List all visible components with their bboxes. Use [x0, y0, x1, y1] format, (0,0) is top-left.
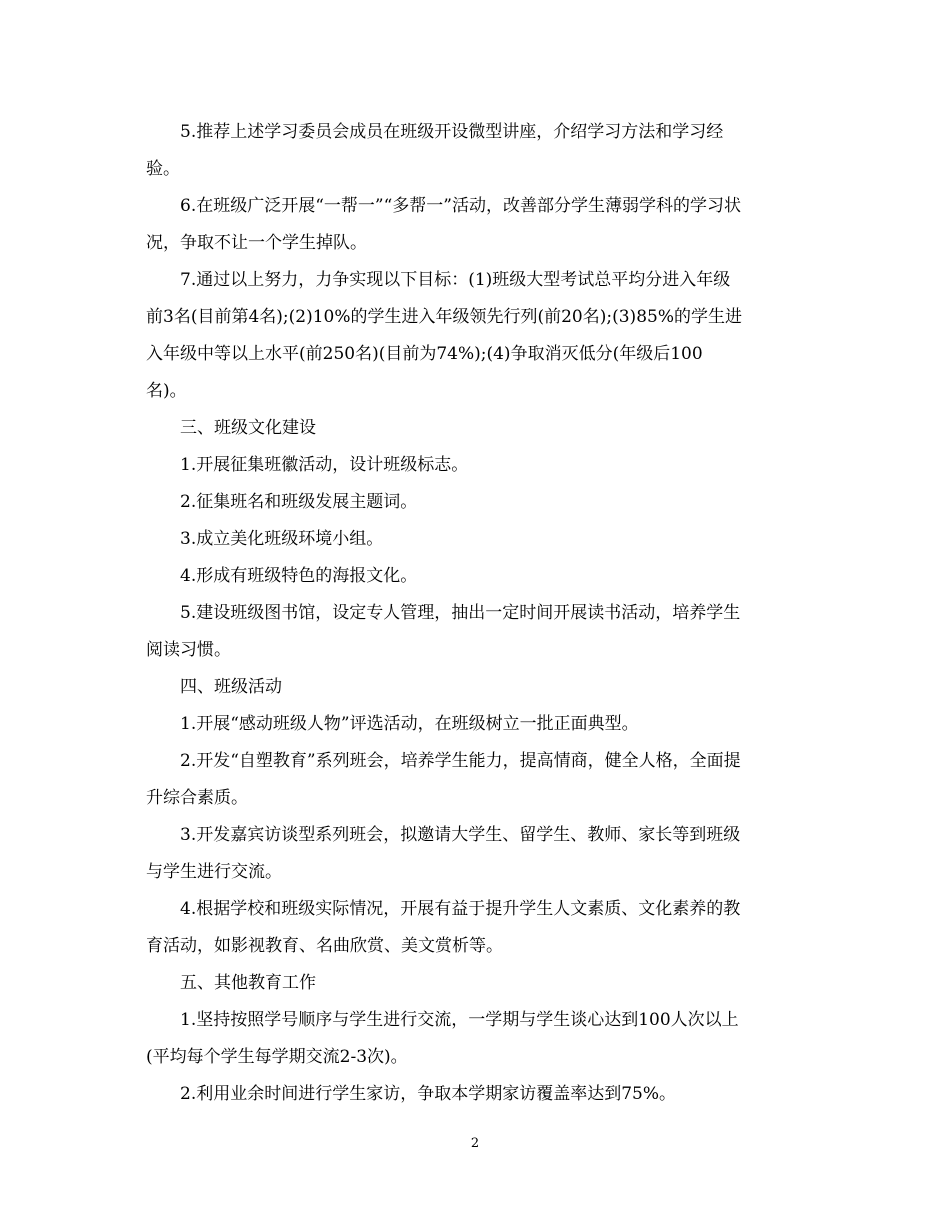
paragraph-2 [146, 188, 806, 262]
text-line: 阅读习惯。 [146, 640, 231, 660]
text-line: 3.开发嘉宾访谈型系列班会，拟邀请大学生、留学生、教师、家长等到班级 [180, 825, 741, 845]
text-line: 5.推荐上述学习委员会成员在班级开设微型讲座，介绍学习方法和学习经 [180, 122, 724, 142]
paragraph-6 [146, 484, 806, 521]
paragraph-16 [146, 1002, 806, 1076]
text-line: 入年级中等以上水平(前250名)(目前为74%);(4)争取消灭低分(年级后100 [146, 344, 703, 364]
text-line: (平均每个学生每学期交流2-3次)。 [146, 1047, 408, 1067]
paragraph-1 [146, 114, 806, 188]
paragraph-12 [146, 743, 806, 817]
text-line: 况，争取不让一个学生掉队。 [146, 233, 367, 253]
text-line: 与学生进行交流。 [146, 862, 282, 882]
paragraph-7 [146, 521, 806, 558]
paragraph-17 [146, 1076, 806, 1113]
text-line: 3.成立美化班级环境小组。 [180, 529, 384, 549]
text-line: 6.在班级广泛开展“一帮一”“多帮一”活动，改善部分学生薄弱学科的学习状 [180, 196, 741, 216]
page-number: 2 [470, 1136, 480, 1151]
text-line: 前3名(目前第4名);(2)10%的学生进入年级领先行列(前20名);(3)85%的学生进 [146, 307, 742, 327]
text-line: 1.开展“感动班级人物”评选活动，在班级树立一批正面典型。 [180, 714, 639, 734]
section-heading-other [146, 965, 806, 1002]
text-line: 升综合素质。 [146, 788, 248, 808]
text-line: 2.开发“自塑教育”系列班会，培养学生能力，提高情商，健全人格，全面提 [180, 751, 741, 771]
text-line: 5.建设班级图书馆，设定专人管理，抽出一定时间开展读书活动，培养学生 [180, 603, 741, 623]
text-line: 2.征集班名和班级发展主题词。 [180, 492, 418, 512]
text-line: 2.利用业余时间进行学生家访，争取本学期家访覆盖率达到75%。 [180, 1084, 677, 1104]
paragraph-3 [146, 262, 806, 410]
document-body [146, 114, 806, 1113]
paragraph-9 [146, 595, 806, 669]
text-line: 1.坚持按照学号顺序与学生进行交流，一学期与学生谈心达到100人次以上 [180, 1010, 739, 1030]
text-line: 验。 [146, 159, 180, 179]
text-line: 1.开展征集班徽活动，设计班级标志。 [180, 455, 469, 475]
text-line: 五、其他教育工作 [180, 973, 316, 993]
section-heading-culture [146, 410, 806, 447]
text-line: 4.根据学校和班级实际情况，开展有益于提升学生人文素质、文化素养的教 [180, 899, 741, 919]
text-line: 7.通过以上努力，力争实现以下目标：(1)班级大型考试总平均分进入年级 [180, 270, 731, 290]
text-line: 三、班级文化建设 [180, 418, 316, 438]
paragraph-14 [146, 891, 806, 965]
text-line: 育活动，如影视教育、名曲欣赏、美文赏析等。 [146, 936, 503, 956]
paragraph-5 [146, 447, 806, 484]
text-line: 四、班级活动 [180, 677, 282, 697]
paragraph-13 [146, 817, 806, 891]
text-line: 名)。 [146, 381, 187, 401]
section-heading-activities [146, 669, 806, 706]
paragraph-8 [146, 558, 806, 595]
text-line: 4.形成有班级特色的海报文化。 [180, 566, 418, 586]
paragraph-11 [146, 706, 806, 743]
